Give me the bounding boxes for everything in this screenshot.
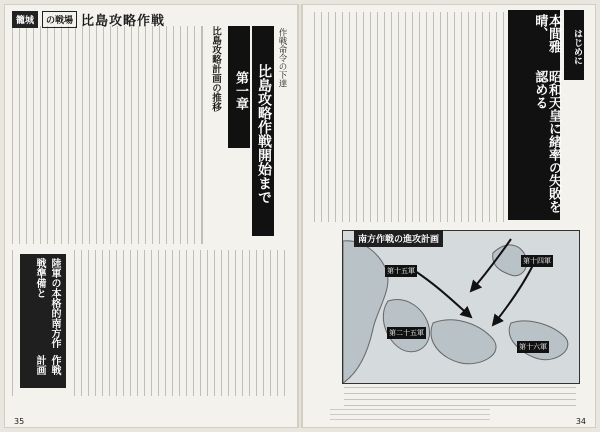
map-label: 第十四軍	[523, 257, 551, 265]
map-caption	[344, 386, 576, 406]
text-column	[314, 12, 504, 222]
left-page	[4, 4, 298, 428]
right-page-title	[508, 10, 560, 220]
running-head-title: 比島攻略作戦	[81, 14, 166, 29]
subsection-line-2: 作戦計画	[34, 354, 60, 375]
subsection-line-1: 陸軍の本格的南方作戦準備と	[34, 258, 60, 348]
page-number-left: 35	[14, 417, 25, 426]
intro-label: はじめに	[564, 10, 584, 80]
chapter-title: 比島攻略作戦開始まで	[252, 26, 274, 236]
right-title-line-1: 本間雅晴、	[532, 14, 561, 53]
text-column	[12, 250, 16, 396]
right-title-line-2: 昭和天皇に緒率の失敗を認める	[532, 69, 561, 213]
subsection-heading	[20, 254, 66, 388]
map-svg	[343, 231, 579, 383]
header-tag: 籠城	[12, 11, 38, 28]
map-label: 第二十五軍	[389, 329, 424, 337]
chapter-label: 第一章	[233, 70, 248, 110]
text-column	[202, 26, 206, 244]
footnote	[330, 408, 490, 420]
text-column	[74, 250, 288, 396]
map-title: 南方作戦の進攻計画	[354, 230, 443, 247]
chapter-subtitle: 作戦命令の下達	[277, 28, 287, 88]
map-label: 第十六軍	[519, 343, 547, 351]
chapter-number	[228, 26, 250, 148]
right-page	[302, 4, 596, 428]
map-label: 第十五軍	[387, 267, 415, 275]
text-column	[12, 26, 202, 244]
header-tag-2: の戦場	[42, 11, 77, 28]
section-heading: 比島攻略計画の推移	[210, 26, 221, 112]
campaign-map	[342, 230, 580, 384]
page-number-right: 34	[575, 417, 586, 426]
